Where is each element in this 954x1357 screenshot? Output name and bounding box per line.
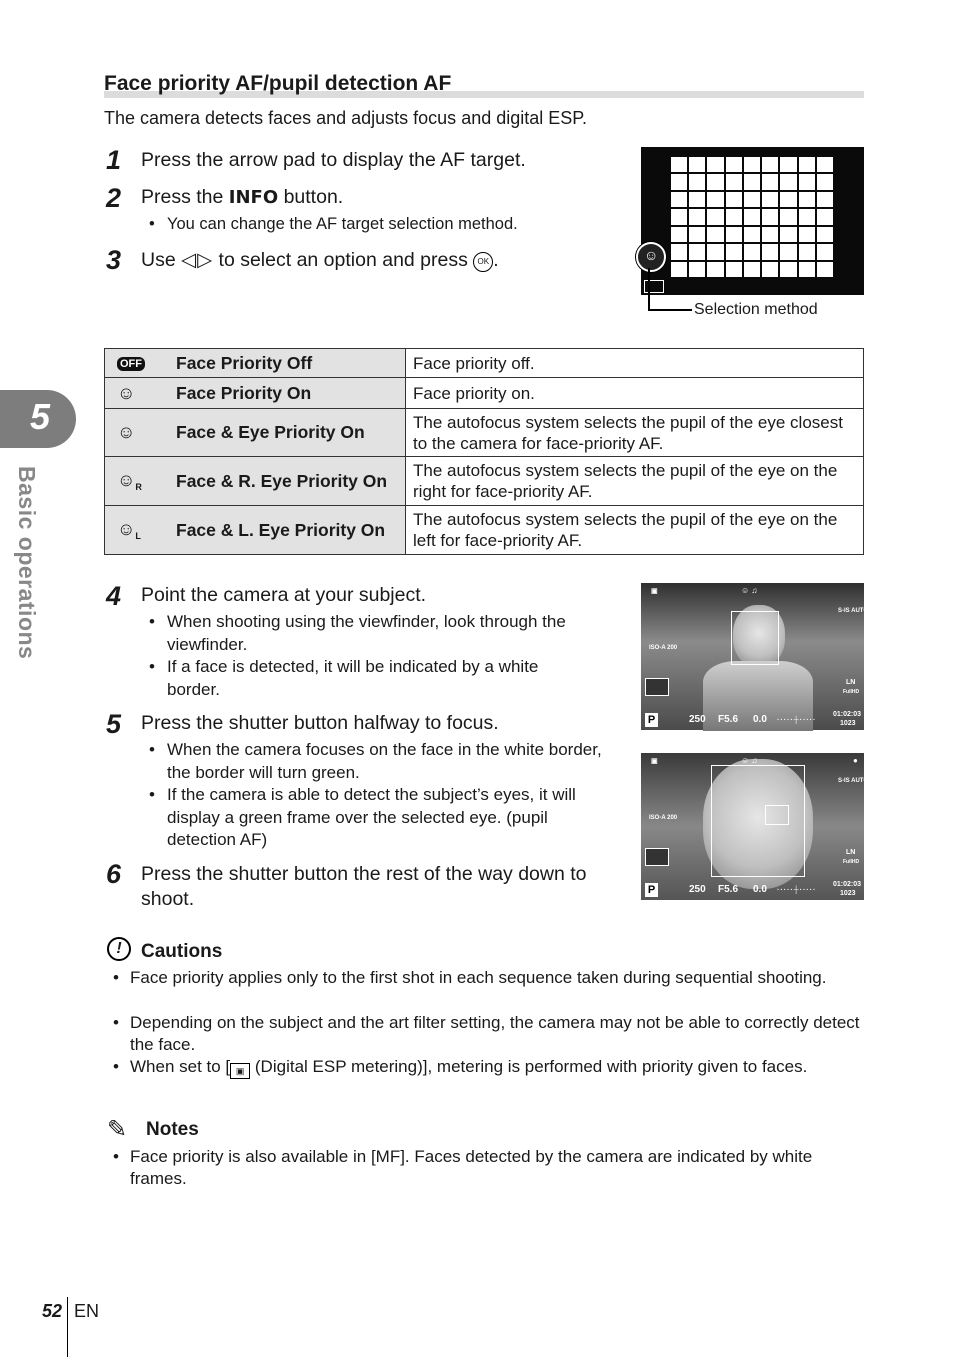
table-row bbox=[105, 409, 864, 457]
camera-preview-face-detected: ▣ ☺ ♫ S-IS AUTO ISO-A 200 LN FullHD P 250 F5.6 0.0 ·····┼····· 01:02:03 1023 bbox=[641, 583, 864, 730]
af-target-cell bbox=[799, 157, 815, 172]
af-target-cell bbox=[689, 192, 705, 207]
option-name: Face & R. Eye Priority On bbox=[168, 457, 406, 506]
step-bullet: • When the camera focuses on the face in the white border, the border will turn green. bbox=[149, 740, 602, 782]
step-number: 2 bbox=[106, 183, 122, 213]
af-target-cell bbox=[799, 174, 815, 189]
face-priority-table bbox=[104, 348, 864, 555]
step-number: 1 bbox=[106, 145, 122, 175]
af-target-cell bbox=[726, 262, 742, 277]
section-title: Face priority AF/pupil detection AF bbox=[104, 72, 452, 95]
af-target-cell bbox=[817, 227, 833, 242]
af-target-cell bbox=[762, 174, 778, 189]
option-name: Face Priority Off bbox=[168, 349, 406, 378]
af-target-cell bbox=[762, 227, 778, 242]
step-number: 5 bbox=[106, 709, 122, 739]
af-target-cell bbox=[671, 157, 687, 172]
page-language: EN bbox=[74, 1301, 100, 1321]
af-target-cell bbox=[707, 244, 723, 259]
af-target-cell bbox=[744, 209, 760, 224]
af-target-cell bbox=[671, 174, 687, 189]
af-target-cell bbox=[689, 227, 705, 242]
step-number: 3 bbox=[106, 245, 122, 275]
face-on-icon: ☺ bbox=[105, 378, 169, 409]
af-target-cell bbox=[707, 209, 723, 224]
option-desc: The autofocus system selects the pupil of the eye on the left for face-priority AF. bbox=[406, 506, 864, 555]
face-r-eye-icon: $☺_R$ bbox=[105, 457, 169, 506]
caution-item: • Face priority applies only to the first shot in each sequence taken during sequential shooting. bbox=[113, 968, 827, 987]
af-target-cell bbox=[744, 244, 760, 259]
face-frame bbox=[711, 765, 805, 877]
face-eye-icon: ☺ bbox=[105, 409, 169, 457]
arrow-left-right-icon: ◁▷ bbox=[181, 249, 214, 271]
step-bullet: • If the camera is able to detect the subject’s eyes, it will display a green frame over the selected eye. (pupil detection AF) bbox=[149, 785, 576, 849]
callout-line bbox=[648, 309, 692, 311]
step-text: Use ◁▷ to select an option and press OK . bbox=[141, 249, 499, 271]
caution-icon: ! bbox=[107, 937, 131, 961]
face-l-eye-icon: $☺_L$ bbox=[105, 506, 169, 555]
af-target-cell bbox=[762, 244, 778, 259]
af-target-cell bbox=[689, 262, 705, 277]
af-target-grid bbox=[671, 157, 833, 277]
af-target-cell bbox=[671, 209, 687, 224]
option-desc: Face priority on. bbox=[406, 378, 864, 409]
af-target-cell bbox=[671, 244, 687, 259]
step-bullet: • You can change the AF target selection method. bbox=[149, 215, 518, 233]
step-bullet: • If a face is detected, it will be indicated by a white border. bbox=[149, 657, 539, 699]
af-target-cell bbox=[744, 174, 760, 189]
info-button-label: INFO bbox=[228, 187, 279, 208]
af-target-cell bbox=[799, 244, 815, 259]
af-target-cell bbox=[817, 244, 833, 259]
step-bullet: • When shooting using the viewfinder, look through the viewfinder. bbox=[149, 612, 566, 654]
af-target-cell bbox=[780, 209, 796, 224]
af-target-cell bbox=[780, 244, 796, 259]
step-number: 6 bbox=[106, 859, 122, 889]
option-desc: The autofocus system selects the pupil of the eye closest to the camera for face-priority AF. bbox=[406, 409, 864, 457]
af-target-cell bbox=[817, 174, 833, 189]
af-target-cell bbox=[780, 227, 796, 242]
table-row bbox=[105, 506, 864, 555]
camera-preview-eye-detected: ▣ ☺ ♫ ● S-IS AUTO ISO-A 200 LN FullHD P 250 F5.6 0.0 ·····┼····· 01:02:03 1023 bbox=[641, 753, 864, 900]
footer-rule bbox=[67, 1297, 68, 1357]
af-target-cell bbox=[726, 192, 742, 207]
step-text: Press the shutter button halfway to focus. bbox=[141, 712, 499, 734]
notes-pencil-icon: ✎ bbox=[107, 1116, 128, 1143]
chapter-number: 5 bbox=[30, 396, 51, 437]
af-target-cell bbox=[671, 192, 687, 207]
af-target-cell bbox=[799, 227, 815, 242]
option-name: Face & Eye Priority On bbox=[168, 409, 406, 457]
af-target-cell bbox=[744, 262, 760, 277]
ok-button-icon: OK bbox=[473, 252, 493, 272]
chapter-label: Basic operations bbox=[14, 466, 40, 660]
step-text: Press the arrow pad to display the AF target. bbox=[141, 149, 526, 171]
af-target-cell bbox=[817, 192, 833, 207]
table-row bbox=[105, 378, 864, 409]
af-target-cell bbox=[707, 227, 723, 242]
option-name: Face & L. Eye Priority On bbox=[168, 506, 406, 555]
af-target-cell bbox=[762, 157, 778, 172]
af-target-cell bbox=[707, 192, 723, 207]
af-target-cell bbox=[707, 174, 723, 189]
step-text: Press the INFO button. bbox=[141, 186, 344, 208]
af-target-cell bbox=[762, 192, 778, 207]
af-target-cell bbox=[726, 244, 742, 259]
note-item: • Face priority is also available in [MF]. Faces detected by the camera are indicated by white frames. bbox=[113, 1147, 813, 1188]
table-row bbox=[105, 457, 864, 506]
af-target-cell bbox=[689, 244, 705, 259]
step-text: Press the shutter button the rest of the way down to shoot. bbox=[141, 863, 587, 910]
option-desc: Face priority off. bbox=[406, 349, 864, 378]
af-target-cell bbox=[707, 157, 723, 172]
af-target-cell bbox=[799, 192, 815, 207]
af-target-cell bbox=[744, 227, 760, 242]
callout-line bbox=[648, 268, 650, 311]
af-target-cell bbox=[744, 157, 760, 172]
digital-esp-metering-icon: ▣ bbox=[230, 1063, 250, 1079]
af-target-cell bbox=[799, 209, 815, 224]
af-target-cell bbox=[689, 157, 705, 172]
af-target-cell bbox=[762, 209, 778, 224]
step-number: 4 bbox=[106, 581, 122, 611]
af-target-cell bbox=[689, 209, 705, 224]
af-target-cell bbox=[780, 174, 796, 189]
step-text: Point the camera at your subject. bbox=[141, 584, 427, 606]
face-frame bbox=[731, 611, 779, 665]
af-target-cell bbox=[799, 262, 815, 277]
af-target-cell bbox=[726, 209, 742, 224]
cautions-title: Cautions bbox=[141, 941, 223, 962]
af-target-cell bbox=[817, 262, 833, 277]
af-target-cell bbox=[671, 262, 687, 277]
section-intro: The camera detects faces and adjusts focus and digital ESP. bbox=[104, 108, 587, 128]
page-number: 52 bbox=[42, 1301, 63, 1321]
af-target-cell bbox=[780, 262, 796, 277]
table-row bbox=[105, 349, 864, 378]
selection-mode-icon bbox=[644, 280, 664, 293]
face-off-icon: OFF bbox=[105, 349, 169, 378]
af-target-cell bbox=[707, 262, 723, 277]
af-target-cell bbox=[762, 262, 778, 277]
option-name: Face Priority On bbox=[168, 378, 406, 409]
af-target-cell bbox=[744, 192, 760, 207]
face-priority-icon: ☺ bbox=[636, 242, 666, 272]
af-target-cell bbox=[780, 192, 796, 207]
notes-title: Notes bbox=[146, 1119, 199, 1140]
callout-label: Selection method bbox=[694, 301, 818, 318]
af-target-cell bbox=[671, 227, 687, 242]
af-target-cell bbox=[817, 157, 833, 172]
caution-item: • Depending on the subject and the art filter setting, the camera may not be able to correctly detect the face. bbox=[113, 1013, 860, 1054]
eye-frame bbox=[765, 805, 789, 825]
af-target-cell bbox=[817, 209, 833, 224]
af-target-cell bbox=[726, 157, 742, 172]
af-target-cell bbox=[726, 227, 742, 242]
af-target-cell bbox=[726, 174, 742, 189]
caution-item: • When set to [ ▣ (Digital ESP metering)], metering is performed with priority given to faces. bbox=[130, 1056, 830, 1079]
af-target-cell bbox=[689, 174, 705, 189]
option-desc: The autofocus system selects the pupil of the eye on the right for face-priority AF. bbox=[406, 457, 864, 506]
af-target-cell bbox=[780, 157, 796, 172]
